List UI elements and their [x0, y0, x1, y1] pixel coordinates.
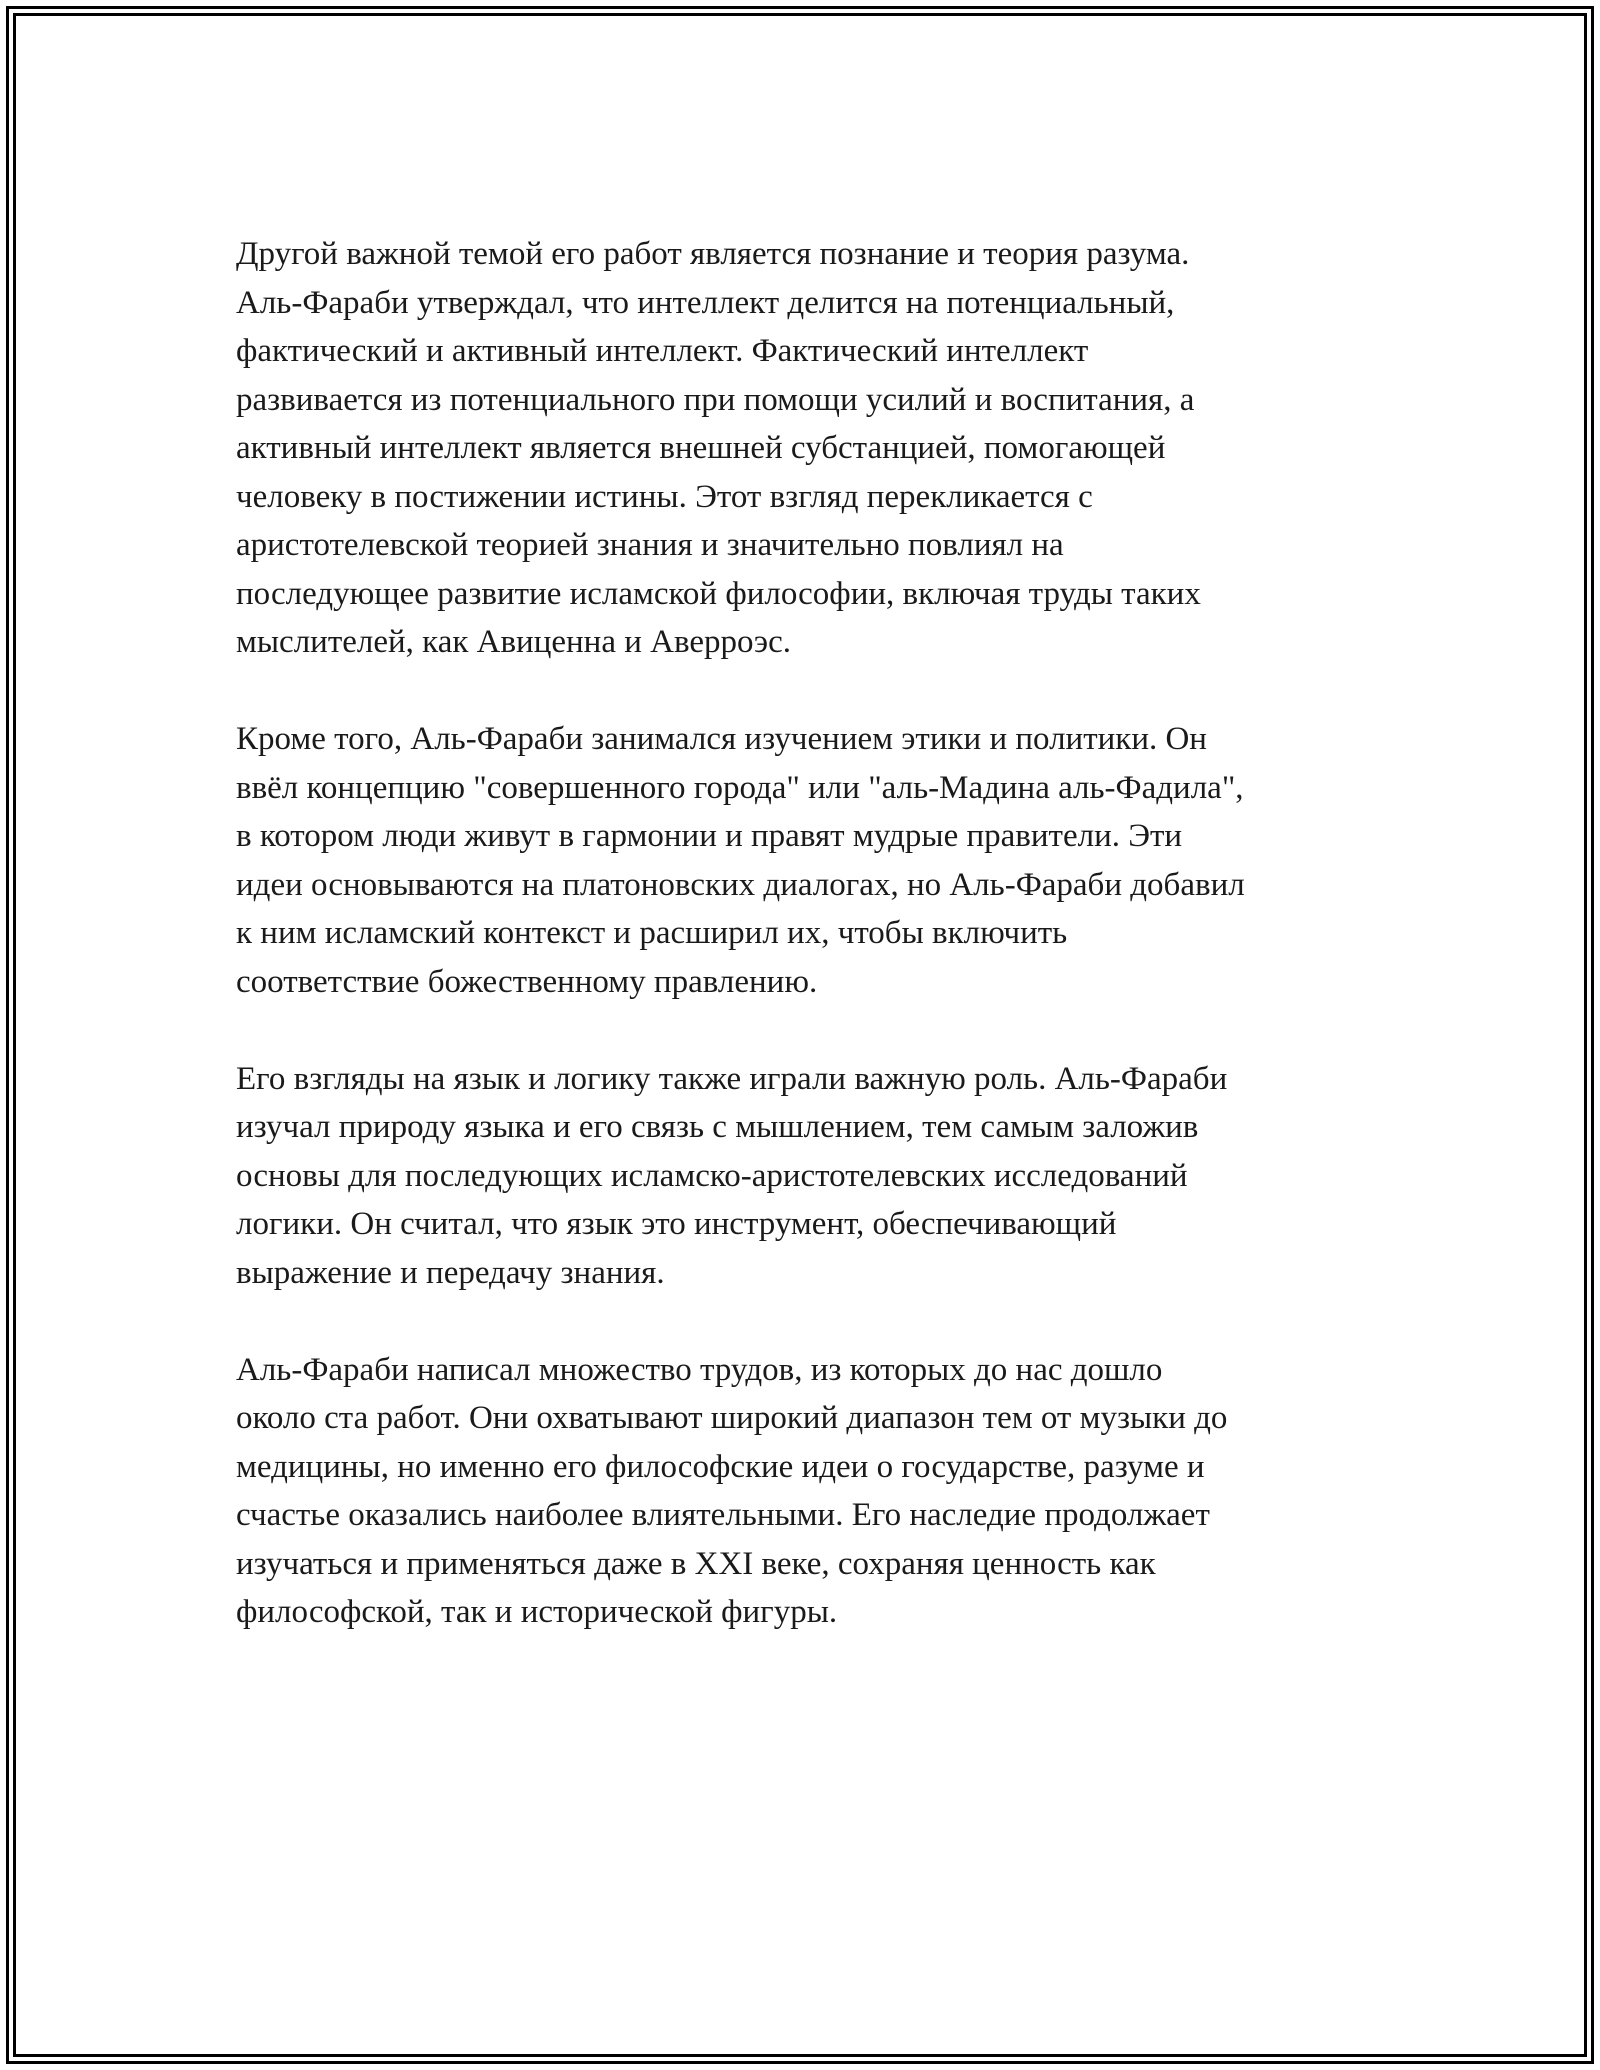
text-line: развивается из потенциального при помощи усилий и воспитания, а — [236, 381, 1195, 418]
text-line: соответствие божественному правлению. — [236, 963, 818, 1000]
text-line: медицины, но именно его философские идеи о государстве, разуме и — [236, 1448, 1205, 1485]
text-line: аристотелевской теорией знания и значительно повлиял на — [236, 527, 1064, 563]
text-line: выражение и передачу знания. — [236, 1254, 665, 1291]
paragraph-1 — [236, 230, 1386, 667]
text-line: Его взгляды на язык и логику также играли важную роль. Аль-Фараби — [236, 1060, 1228, 1097]
text-line: мыслителей, как Авиценна и Аверроэс. — [236, 624, 791, 660]
paragraph-2 — [236, 715, 1386, 1006]
text-line: Аль-Фараби утверждал, что интеллект делится на потенциальный, — [236, 284, 1175, 321]
paragraph-4 — [236, 1346, 1386, 1637]
text-line: ввёл концепцию "совершенного города" или "аль-Мадина аль-Фадила", — [236, 769, 1244, 806]
text-line: идеи основываются на платоновских диалогах, но Аль-Фараби добавил — [236, 866, 1245, 903]
text-line: Аль-Фараби написал множество трудов, из которых до нас дошло — [236, 1351, 1163, 1388]
text-line: человеку в постижении истины. Этот взгляд перекликается с — [236, 478, 1093, 515]
text-line: изучал природу языка и его связь с мышлением, тем самым заложив — [236, 1109, 1199, 1145]
text-line: философской, так и исторической фигуры. — [236, 1594, 838, 1630]
text-line: основы для последующих исламско-аристотелевских исследований — [236, 1157, 1188, 1194]
text-line: последующее развитие исламской философии, включая труды таких — [236, 575, 1201, 612]
text-line: логики. Он считал, что язык это инструмент, обеспечивающий — [236, 1206, 1117, 1242]
document-body — [236, 230, 1386, 1685]
text-line: Другой важной темой его работ является познание и теория разума. — [236, 236, 1190, 272]
text-line: счастье оказались наиболее влиятельными. Его наследие продолжает — [236, 1497, 1210, 1533]
text-line: Кроме того, Аль-Фараби занимался изучением этики и политики. Он — [236, 721, 1207, 757]
text-line: активный интеллект является внешней субстанцией, помогающей — [236, 430, 1166, 466]
text-line: к ним исламский контекст и расширил их, чтобы включить — [236, 915, 1068, 951]
text-line: около ста работ. Они охватывают широкий диапазон тем от музыки до — [236, 1400, 1228, 1436]
text-line: изучаться и применяться даже в XXI веке, сохраняя ценность как — [236, 1545, 1156, 1582]
paragraph-3 — [236, 1055, 1386, 1298]
text-line: фактический и активный интеллект. Фактический интеллект — [236, 333, 1089, 369]
text-line: в котором люди живут в гармонии и правят мудрые правители. Эти — [236, 818, 1183, 854]
